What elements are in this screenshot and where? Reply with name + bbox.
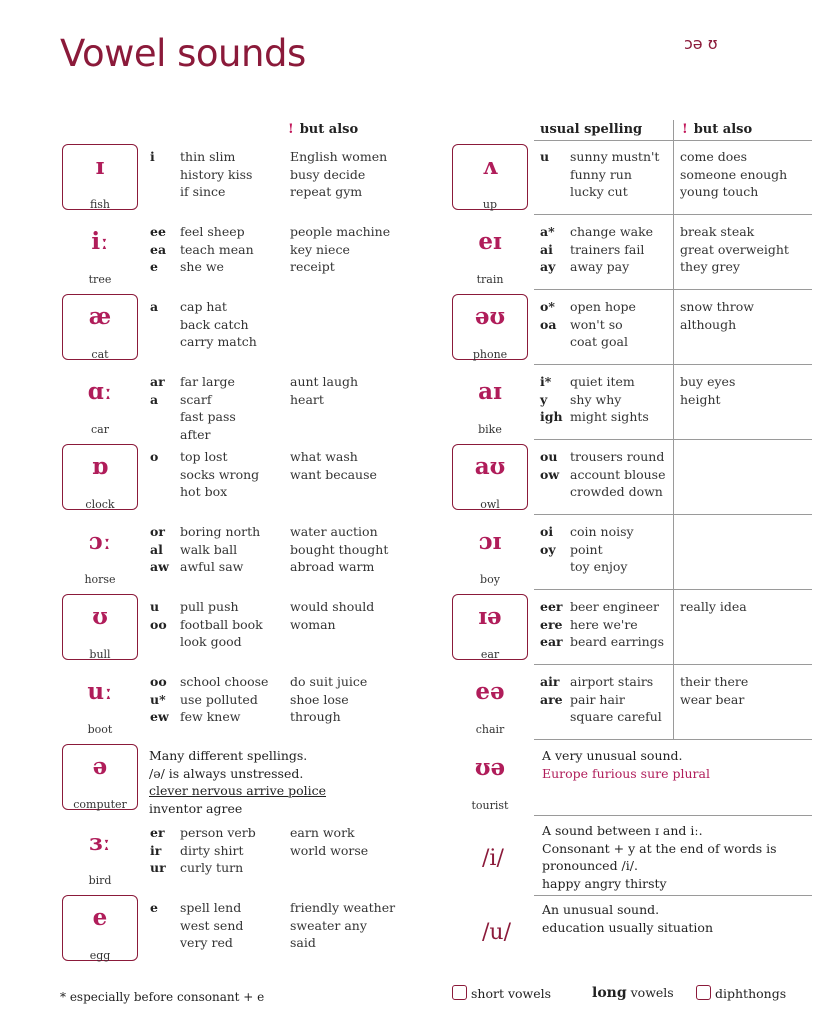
example-list-line: won't so bbox=[570, 316, 623, 332]
car-picture bbox=[62, 369, 138, 435]
but-also-list bbox=[680, 373, 735, 408]
spelling-list-line: ea bbox=[150, 241, 167, 257]
spelling-list-line: ai bbox=[540, 241, 553, 257]
spelling-list bbox=[540, 523, 556, 558]
spelling-list-line: ere bbox=[540, 616, 563, 632]
example-list bbox=[570, 148, 659, 201]
example-list-line: feel sheep bbox=[180, 224, 245, 239]
example-list-line: toy enjoy bbox=[570, 559, 628, 574]
but-also-list-line: aunt laugh bbox=[290, 374, 359, 389]
spelling-list bbox=[150, 598, 167, 633]
legend-diphthongs: diphthongs bbox=[696, 985, 786, 1001]
example-list-line: if since bbox=[180, 184, 226, 199]
example-list bbox=[180, 899, 243, 952]
but-also-list-line: shoe lose bbox=[290, 691, 349, 707]
example-list-line: here we're bbox=[570, 616, 638, 632]
phoneme-symbol: ʌ bbox=[482, 153, 498, 180]
keyword: computer bbox=[73, 798, 127, 811]
spelling-list bbox=[150, 899, 158, 917]
spelling-list-line: or bbox=[150, 524, 165, 539]
phoneme-symbol: ɑː bbox=[87, 378, 113, 405]
example-list-line: coin noisy bbox=[570, 524, 634, 539]
example-list-line: square careful bbox=[570, 709, 662, 724]
example-list-line: school choose bbox=[180, 674, 269, 689]
but-also-list bbox=[680, 298, 754, 333]
phoneme-symbol: əʊ bbox=[474, 303, 506, 330]
example-list bbox=[570, 298, 636, 351]
row-rule bbox=[534, 514, 812, 515]
example-list-line: coat goal bbox=[570, 334, 628, 349]
phoneme-symbol: ɔː bbox=[88, 528, 112, 555]
but-also-list-line: break steak bbox=[680, 224, 755, 239]
row-rule bbox=[534, 289, 812, 290]
example-list-line: few knew bbox=[180, 709, 241, 724]
keyword: clock bbox=[85, 498, 115, 511]
example-list-line: spell lend bbox=[180, 900, 242, 915]
example-list-line: trousers round bbox=[570, 449, 665, 464]
example-list bbox=[180, 373, 236, 443]
tourist-note: A very unusual sound. Europe furious sure plural bbox=[542, 748, 710, 781]
but-also-list-line: someone enough bbox=[680, 166, 788, 182]
example-list-line: quiet item bbox=[570, 374, 635, 389]
example-list-line: use polluted bbox=[180, 691, 258, 707]
example-list-line: boring north bbox=[180, 524, 261, 539]
usual-spelling-header: usual spelling bbox=[540, 122, 643, 137]
spelling-list-line: e bbox=[150, 900, 158, 915]
example-list-line: airport stairs bbox=[570, 674, 654, 689]
spelling-list-line: oa bbox=[540, 316, 557, 332]
spelling-list bbox=[540, 673, 563, 708]
but-also-list-line: young touch bbox=[680, 184, 759, 199]
spelling-list bbox=[540, 598, 563, 651]
spelling-list-line: eer bbox=[540, 599, 563, 614]
spelling-list-line: oy bbox=[540, 541, 556, 557]
but-also-list-line: their there bbox=[680, 674, 749, 689]
spelling-list-line: al bbox=[150, 541, 163, 557]
example-list-line: very red bbox=[180, 935, 233, 950]
boy-picture bbox=[452, 519, 528, 585]
example-list-line: trainers fail bbox=[570, 241, 645, 257]
spelling-list bbox=[150, 673, 169, 726]
chair-picture bbox=[452, 669, 528, 735]
keyword: car bbox=[91, 423, 109, 436]
but-also-list-line: busy decide bbox=[290, 166, 366, 182]
spelling-list bbox=[150, 824, 166, 877]
spelling-list-line: ir bbox=[150, 842, 162, 858]
but-also-list bbox=[290, 523, 388, 576]
legend-long: long vowels bbox=[592, 985, 674, 1001]
keyword: bird bbox=[88, 874, 112, 887]
example-list-line: thin slim bbox=[180, 149, 236, 164]
corner-fragment: ɔə ʊ bbox=[684, 34, 718, 53]
example-list-line: account blouse bbox=[570, 466, 666, 482]
but-also-list-line: key niece bbox=[290, 241, 350, 257]
phoneme-symbol: ʊ bbox=[92, 603, 108, 630]
bike-picture bbox=[452, 369, 528, 435]
keyword: up bbox=[482, 198, 498, 211]
example-list-line: hot box bbox=[180, 484, 228, 499]
exclamation-icon: ! bbox=[288, 122, 294, 137]
spelling-list-line: er bbox=[150, 825, 165, 840]
but-also-list-line: they grey bbox=[680, 259, 740, 274]
spelling-list bbox=[150, 298, 158, 316]
weak-i-note: A sound between ɪ and iː. Consonant + y at the end of words is pronounced /i/. happy angry thirsty bbox=[542, 823, 777, 891]
but-also-list bbox=[680, 598, 747, 616]
keyword: bike bbox=[478, 423, 502, 436]
spelling-list-line: a bbox=[150, 391, 159, 407]
keyword: horse bbox=[84, 573, 116, 586]
keyword: owl bbox=[480, 498, 500, 511]
phoneme-symbol: ɔɪ bbox=[478, 528, 502, 555]
train-picture bbox=[452, 219, 528, 285]
but-also-list-line: snow throw bbox=[680, 299, 754, 314]
row-rule bbox=[534, 589, 812, 590]
phoneme-symbol: ɪə bbox=[478, 603, 502, 630]
example-list-line: dirty shirt bbox=[180, 842, 244, 858]
tourist-picture bbox=[452, 745, 528, 811]
example-list-line: beer engineer bbox=[570, 599, 660, 614]
example-list-line: back catch bbox=[180, 316, 249, 332]
example-list bbox=[570, 373, 649, 426]
spelling-list-line: igh bbox=[540, 409, 563, 424]
spelling-list-line: a bbox=[150, 299, 159, 314]
row-rule bbox=[534, 895, 812, 896]
but-also-list bbox=[290, 373, 358, 408]
spelling-list-line: oi bbox=[540, 524, 554, 539]
horse-picture bbox=[62, 519, 138, 585]
example-list-line: funny run bbox=[570, 166, 632, 182]
but-also-list-line: height bbox=[680, 391, 721, 407]
spelling-list-line: a* bbox=[540, 224, 555, 239]
but-also-list-line: do suit juice bbox=[290, 674, 368, 689]
spelling-list-line: ay bbox=[540, 259, 556, 274]
spelling-list-line: u bbox=[540, 149, 550, 164]
but-also-list-line: abroad warm bbox=[290, 559, 375, 574]
spelling-list-line: y bbox=[540, 391, 548, 407]
spelling-list bbox=[540, 148, 549, 166]
but-also-list-line: what wash bbox=[290, 449, 358, 464]
example-list bbox=[180, 673, 268, 726]
but-also-list-line: heart bbox=[290, 391, 324, 407]
but-also-list-line: earn work bbox=[290, 825, 355, 840]
phoneme-symbol: æ bbox=[88, 303, 112, 330]
spelling-list-line: ew bbox=[150, 709, 169, 724]
spelling-list-line: ear bbox=[540, 634, 563, 649]
example-list bbox=[180, 448, 259, 501]
keyword: tree bbox=[88, 273, 112, 286]
example-list bbox=[570, 448, 665, 501]
spelling-list-line: air bbox=[540, 674, 560, 689]
example-list-line: pull push bbox=[180, 599, 239, 614]
but-also-list-line: sweater any bbox=[290, 917, 367, 933]
keyword: ear bbox=[480, 648, 500, 661]
example-list-line: teach mean bbox=[180, 241, 254, 257]
tree-picture bbox=[62, 219, 138, 285]
spelling-list-line: ur bbox=[150, 860, 166, 875]
example-list-line: top lost bbox=[180, 449, 228, 464]
owl-picture bbox=[452, 444, 528, 510]
bird-picture bbox=[62, 820, 138, 886]
spelling-list bbox=[150, 148, 155, 166]
example-list-line: change wake bbox=[570, 224, 654, 239]
but-also-list bbox=[290, 899, 395, 952]
phoneme-symbol: ə bbox=[92, 753, 108, 780]
phoneme-symbol: ɒ bbox=[91, 453, 109, 480]
column-divider bbox=[673, 120, 674, 740]
phoneme-symbol: ɪ bbox=[95, 153, 105, 180]
spelling-list bbox=[540, 373, 563, 426]
spelling-list bbox=[150, 373, 165, 408]
example-list-line: walk ball bbox=[180, 541, 238, 557]
exclamation-icon: ! bbox=[682, 122, 688, 137]
but-also-list-line: woman bbox=[290, 616, 336, 632]
ear-picture bbox=[452, 594, 528, 660]
keyword: cat bbox=[91, 348, 109, 361]
example-list bbox=[180, 148, 252, 201]
row-rule bbox=[534, 739, 812, 740]
weak-u-note: An unusual sound. education usually situation bbox=[542, 902, 714, 935]
clock-picture bbox=[62, 444, 138, 510]
example-list-line: cap hat bbox=[180, 299, 227, 314]
weak-u-symbol: /u/ bbox=[482, 920, 511, 945]
keyword: phone bbox=[472, 348, 508, 361]
example-list bbox=[180, 298, 257, 351]
phoneme-symbol: e bbox=[92, 904, 108, 931]
bull-picture bbox=[62, 594, 138, 660]
keyword: fish bbox=[89, 198, 111, 211]
example-list-line: fast pass bbox=[180, 409, 236, 424]
but-also-list-line: want because bbox=[290, 466, 377, 482]
page-title: Vowel sounds bbox=[60, 32, 306, 75]
footnote: * especially before consonant + e bbox=[60, 990, 265, 1004]
example-list-line: after bbox=[180, 426, 211, 442]
spelling-list bbox=[540, 298, 556, 333]
example-list-line: person verb bbox=[180, 825, 256, 840]
phoneme-symbol: eə bbox=[475, 678, 505, 705]
spelling-list bbox=[540, 448, 559, 483]
keyword: egg bbox=[89, 949, 111, 962]
example-list bbox=[570, 523, 634, 576]
spelling-list-line: aw bbox=[150, 559, 169, 574]
right-but-also-header: ! but also bbox=[682, 122, 753, 137]
example-list-line: carry match bbox=[180, 334, 257, 349]
example-list-line: socks wrong bbox=[180, 466, 260, 482]
example-list-line: beard earrings bbox=[570, 634, 665, 649]
fish-picture bbox=[62, 144, 138, 210]
but-also-list bbox=[290, 223, 390, 276]
example-list-line: open hope bbox=[570, 299, 636, 314]
but-also-list bbox=[290, 598, 374, 633]
but-also-list-line: would should bbox=[290, 599, 375, 614]
spelling-list bbox=[150, 448, 158, 466]
example-list bbox=[570, 598, 664, 651]
but-also-list-line: friendly weather bbox=[290, 900, 396, 915]
example-list-line: lucky cut bbox=[570, 184, 628, 199]
spelling-list-line: oo bbox=[150, 674, 167, 689]
boot-picture bbox=[62, 669, 138, 735]
but-also-list bbox=[290, 824, 368, 859]
egg-picture bbox=[62, 895, 138, 961]
but-also-list-line: although bbox=[680, 316, 737, 332]
row-rule bbox=[534, 364, 812, 365]
spelling-list-line: ou bbox=[540, 449, 558, 464]
phoneme-symbol: aɪ bbox=[478, 378, 502, 405]
phoneme-symbol: aʊ bbox=[474, 453, 506, 480]
keyword: tourist bbox=[471, 799, 509, 812]
example-list-line: point bbox=[570, 541, 603, 557]
left-but-also-header: ! but also bbox=[288, 122, 359, 137]
phoneme-symbol: iː bbox=[91, 228, 109, 255]
example-list-line: crowded down bbox=[570, 484, 663, 499]
but-also-list bbox=[680, 148, 787, 201]
row-rule bbox=[534, 214, 812, 215]
but-also-list-line: water auction bbox=[290, 524, 378, 539]
example-list-line: sunny mustn't bbox=[570, 149, 660, 164]
row-rule bbox=[534, 439, 812, 440]
example-list-line: football book bbox=[180, 616, 263, 632]
example-list-line: away pay bbox=[570, 259, 630, 274]
but-also-list-line: wear bear bbox=[680, 691, 745, 707]
but-also-list-line: bought thought bbox=[290, 541, 389, 557]
cat-picture bbox=[62, 294, 138, 360]
example-list-line: pair hair bbox=[570, 691, 625, 707]
boxed-square-icon bbox=[452, 985, 467, 1000]
example-list-line: might sights bbox=[570, 409, 649, 424]
example-list bbox=[570, 673, 662, 726]
keyword: boot bbox=[87, 723, 113, 736]
but-also-list-line: receipt bbox=[290, 259, 335, 274]
but-also-list bbox=[290, 673, 367, 726]
but-also-list-line: world worse bbox=[290, 842, 369, 858]
row-rule bbox=[534, 815, 812, 816]
but-also-list bbox=[290, 148, 387, 201]
phoneme-symbol: ʊə bbox=[474, 754, 506, 781]
example-list bbox=[570, 223, 653, 276]
phoneme-symbol: ɜː bbox=[89, 829, 111, 856]
phone-picture bbox=[452, 294, 528, 360]
example-list-line: shy why bbox=[570, 391, 622, 407]
phoneme-symbol: uː bbox=[87, 678, 113, 705]
example-list-line: curly turn bbox=[180, 860, 244, 875]
spelling-list bbox=[540, 223, 555, 276]
spelling-list-line: o bbox=[150, 449, 159, 464]
example-list-line: scarf bbox=[180, 391, 212, 407]
but-also-list-line: come does bbox=[680, 149, 748, 164]
boxed-square-icon bbox=[696, 985, 711, 1000]
spelling-list-line: are bbox=[540, 691, 563, 707]
spelling-list-line: oo bbox=[150, 616, 167, 632]
spelling-list bbox=[150, 523, 169, 576]
spelling-list-line: o* bbox=[540, 299, 555, 314]
spelling-list-line: i bbox=[150, 149, 155, 164]
but-also-list-line: said bbox=[290, 935, 316, 950]
example-list-line: history kiss bbox=[180, 166, 253, 182]
but-also-list bbox=[680, 673, 748, 708]
example-list bbox=[180, 598, 263, 651]
phoneme-symbol: eɪ bbox=[478, 228, 502, 255]
spelling-list-line: i* bbox=[540, 374, 552, 389]
but-also-list-line: buy eyes bbox=[680, 374, 736, 389]
row-rule bbox=[534, 664, 812, 665]
computer-picture bbox=[62, 744, 138, 810]
example-list-line: awful saw bbox=[180, 559, 244, 574]
keyword: bull bbox=[89, 648, 111, 661]
example-list-line: west send bbox=[180, 917, 244, 933]
schwa-note: Many different spellings. /ə/ is always unstressed. clever nervous arrive police inventor agree bbox=[149, 748, 327, 816]
up-picture bbox=[452, 144, 528, 210]
keyword: boy bbox=[480, 573, 500, 586]
but-also-list-line: through bbox=[290, 709, 341, 724]
example-list-line: look good bbox=[180, 634, 242, 649]
example-list bbox=[180, 223, 254, 276]
example-list-line: far large bbox=[180, 374, 235, 389]
spelling-list-line: ar bbox=[150, 374, 165, 389]
example-list-line: she we bbox=[180, 259, 224, 274]
keyword: chair bbox=[475, 723, 505, 736]
but-also-list bbox=[290, 448, 377, 483]
but-also-list-line: great overweight bbox=[680, 241, 789, 257]
spelling-list-line: ow bbox=[540, 466, 560, 482]
spelling-list-line: u* bbox=[150, 691, 166, 707]
weak-i-symbol: /i/ bbox=[482, 846, 504, 871]
legend-short: short vowels bbox=[452, 985, 551, 1001]
spelling-list bbox=[150, 223, 166, 276]
keyword: train bbox=[476, 273, 504, 286]
but-also-list bbox=[680, 223, 789, 276]
but-also-list-line: people machine bbox=[290, 224, 391, 239]
spelling-list-line: ee bbox=[150, 224, 166, 239]
example-list bbox=[180, 824, 256, 877]
example-list bbox=[180, 523, 260, 576]
but-also-list-line: English women bbox=[290, 149, 388, 164]
spelling-list-line: e bbox=[150, 259, 158, 274]
but-also-list-line: repeat gym bbox=[290, 184, 363, 199]
but-also-list-line: really idea bbox=[680, 599, 747, 614]
spelling-list-line: u bbox=[150, 599, 160, 614]
